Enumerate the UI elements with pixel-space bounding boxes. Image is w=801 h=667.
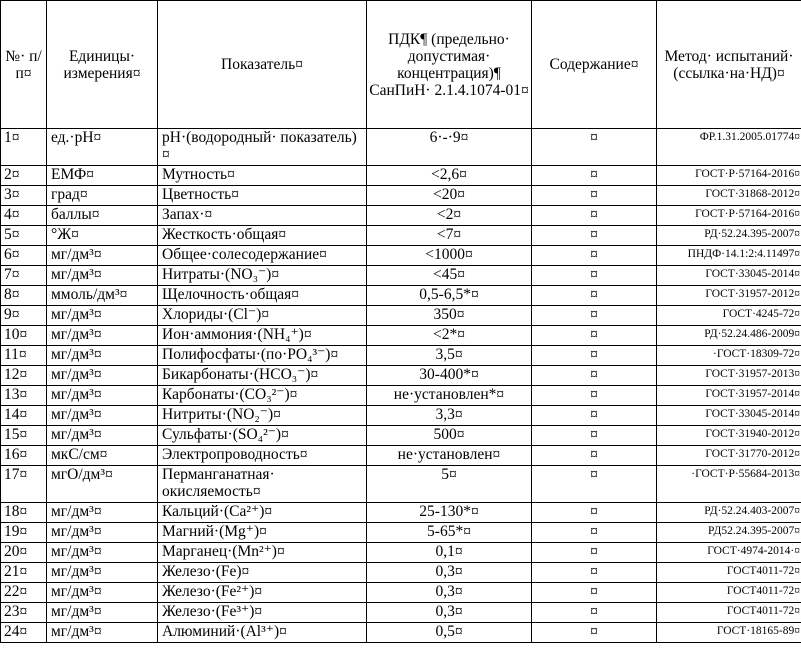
table-row [1, 426, 801, 446]
row-number: 2¤ [1, 166, 47, 186]
row-method: ПНДФ·14.1:2:4.11497¤ [657, 246, 801, 266]
row-norm: <2,6¤ [367, 166, 532, 186]
row-method: ГОСТ·Р·57164-2016¤ [657, 206, 801, 226]
row-norm: 5-65*¤ [367, 523, 532, 543]
row-unit: мгО/дм³¤ [47, 466, 158, 503]
row-indicator: Цветность¤ [158, 186, 367, 206]
table-row [1, 623, 801, 643]
row-content: ¤ [532, 623, 657, 643]
row-indicator: Карбонаты·(CO₃²⁻)¤ [158, 386, 367, 406]
table-row [1, 226, 801, 246]
row-number: 17¤ [1, 466, 47, 503]
row-unit: град¤ [47, 186, 158, 206]
row-norm: 0,3¤ [367, 583, 532, 603]
row-norm: 0,3¤ [367, 563, 532, 583]
row-number: 16¤ [1, 446, 47, 466]
row-indicator: Хлориды·(Cl⁻)¤ [158, 306, 367, 326]
row-method: ГОСТ·31957-2013¤ [657, 366, 801, 386]
row-norm: 500¤ [367, 426, 532, 446]
table-row [1, 503, 801, 523]
row-number: 6¤ [1, 246, 47, 266]
row-content: ¤ [532, 543, 657, 563]
row-method: ГОСТ4011-72¤ [657, 563, 801, 583]
row-content: ¤ [532, 186, 657, 206]
row-content: ¤ [532, 306, 657, 326]
row-number: 3¤ [1, 186, 47, 206]
row-norm: не·установлен*¤ [367, 386, 532, 406]
row-number: 22¤ [1, 583, 47, 603]
row-indicator: Электропроводность¤ [158, 446, 367, 466]
row-norm: <2*¤ [367, 326, 532, 346]
row-content: ¤ [532, 206, 657, 226]
row-content: ¤ [532, 266, 657, 286]
row-norm: 3,5¤ [367, 346, 532, 366]
header-indicator: Показатель¤ [158, 1, 367, 129]
row-number: 13¤ [1, 386, 47, 406]
row-method: ГОСТ·4245-72¤ [657, 306, 801, 326]
row-unit: °Ж¤ [47, 226, 158, 246]
row-method: ГОСТ4011-72¤ [657, 603, 801, 623]
row-norm: 30-400*¤ [367, 366, 532, 386]
row-norm: 6·-·9¤ [367, 129, 532, 166]
row-number: 7¤ [1, 266, 47, 286]
row-indicator: Железо·(Fe³⁺)¤ [158, 603, 367, 623]
row-norm: 0,5-6,5*¤ [367, 286, 532, 306]
row-number: 23¤ [1, 603, 47, 623]
row-norm: 5¤ [367, 466, 532, 503]
table-row [1, 446, 801, 466]
table-row [1, 129, 801, 166]
row-indicator: Запах·¤ [158, 206, 367, 226]
row-unit: мг/дм³¤ [47, 366, 158, 386]
row-indicator: Нитраты·(NO₃⁻)¤ [158, 266, 367, 286]
table-row [1, 206, 801, 226]
row-content: ¤ [532, 406, 657, 426]
row-unit: мг/дм³¤ [47, 306, 158, 326]
row-number: 24¤ [1, 623, 47, 643]
row-norm: 3,3¤ [367, 406, 532, 426]
row-content: ¤ [532, 603, 657, 623]
row-content: ¤ [532, 286, 657, 306]
row-number: 10¤ [1, 326, 47, 346]
row-norm: 0,5¤ [367, 623, 532, 643]
table-row [1, 326, 801, 346]
row-indicator: Общее·солесодержание¤ [158, 246, 367, 266]
row-method: ·ГОСТ·Р·55684-2013¤ [657, 466, 801, 503]
row-norm: не·установлен¤ [367, 446, 532, 466]
row-unit: мг/дм³¤ [47, 503, 158, 523]
table-row [1, 523, 801, 543]
row-indicator: Мутность¤ [158, 166, 367, 186]
row-unit: мг/дм³¤ [47, 326, 158, 346]
row-number: 21¤ [1, 563, 47, 583]
row-unit: баллы¤ [47, 206, 158, 226]
row-content: ¤ [532, 523, 657, 543]
table-row [1, 186, 801, 206]
row-unit: мкС/см¤ [47, 446, 158, 466]
row-indicator: Марганец·(Mn²⁺)¤ [158, 543, 367, 563]
row-indicator: Ион·аммония·(NH₄⁺)¤ [158, 326, 367, 346]
row-content: ¤ [532, 226, 657, 246]
row-unit: мг/дм³¤ [47, 346, 158, 366]
table-row [1, 543, 801, 563]
row-norm: <2¤ [367, 206, 532, 226]
row-indicator: pH·(водородный· показатель)¤ [158, 129, 367, 166]
row-method: ·ГОСТ·18309-72¤ [657, 346, 801, 366]
row-unit: ЕМФ¤ [47, 166, 158, 186]
row-number: 12¤ [1, 366, 47, 386]
row-norm: 0,1¤ [367, 543, 532, 563]
row-unit: мг/дм³¤ [47, 563, 158, 583]
row-content: ¤ [532, 166, 657, 186]
header-num: №· п/п¤ [1, 1, 47, 129]
table-row [1, 563, 801, 583]
header-unit: Единицы· измерения¤ [47, 1, 158, 129]
row-method: ГОСТ·18165-89¤ [657, 623, 801, 643]
row-number: 20¤ [1, 543, 47, 563]
row-number: 5¤ [1, 226, 47, 246]
row-norm: 0,3¤ [367, 603, 532, 623]
row-method: РД·52.24.486-2009¤ [657, 326, 801, 346]
table-row [1, 603, 801, 623]
row-content: ¤ [532, 346, 657, 366]
row-content: ¤ [532, 563, 657, 583]
table-row [1, 346, 801, 366]
row-number: 9¤ [1, 306, 47, 326]
row-unit: мг/дм³¤ [47, 426, 158, 446]
row-norm: <20¤ [367, 186, 532, 206]
row-number: 18¤ [1, 503, 47, 523]
table-row [1, 386, 801, 406]
row-unit: мг/дм³¤ [47, 603, 158, 623]
row-norm: 25-130*¤ [367, 503, 532, 523]
row-unit: мг/дм³¤ [47, 523, 158, 543]
row-indicator: Железо·(Fe)¤ [158, 563, 367, 583]
row-method: РД52.24.395-2007¤ [657, 523, 801, 543]
row-norm: <7¤ [367, 226, 532, 246]
row-method: ГОСТ·4974-2014·¤ [657, 543, 801, 563]
table-row [1, 466, 801, 503]
row-content: ¤ [532, 326, 657, 346]
row-unit: мг/дм³¤ [47, 583, 158, 603]
table-row [1, 166, 801, 186]
row-content: ¤ [532, 503, 657, 523]
row-method: ГОСТ·31770-2012¤ [657, 446, 801, 466]
row-method: РД·52.24.403-2007¤ [657, 503, 801, 523]
table-row [1, 583, 801, 603]
row-method: ГОСТ4011-72¤ [657, 583, 801, 603]
row-content: ¤ [532, 366, 657, 386]
row-indicator: Алюминий·(Al³⁺)¤ [158, 623, 367, 643]
row-method: ГОСТ·33045-2014¤ [657, 406, 801, 426]
row-content: ¤ [532, 246, 657, 266]
table-row [1, 246, 801, 266]
row-number: 11¤ [1, 346, 47, 366]
row-content: ¤ [532, 386, 657, 406]
row-number: 4¤ [1, 206, 47, 226]
row-method: РД·52.24.395-2007¤ [657, 226, 801, 246]
row-number: 15¤ [1, 426, 47, 446]
table-row [1, 366, 801, 386]
row-norm: <45¤ [367, 266, 532, 286]
row-unit: мг/дм³¤ [47, 266, 158, 286]
header-row [1, 1, 801, 129]
row-unit: ммоль/дм³¤ [47, 286, 158, 306]
row-unit: ед.·pH¤ [47, 129, 158, 166]
row-method: ГОСТ·31940-2012¤ [657, 426, 801, 446]
row-method: ФР.1.31.2005.01774¤ [657, 129, 801, 166]
row-indicator: Бикарбонаты·(HCO₃⁻)¤ [158, 366, 367, 386]
row-indicator: Жесткость·общая¤ [158, 226, 367, 246]
row-norm: <1000¤ [367, 246, 532, 266]
header-method: Метод· испытаний· (ссылка·на·НД)¤ [657, 1, 801, 129]
row-method: ГОСТ·33045-2014¤ [657, 266, 801, 286]
row-number: 1¤ [1, 129, 47, 166]
row-unit: мг/дм³¤ [47, 406, 158, 426]
row-unit: мг/дм³¤ [47, 246, 158, 266]
row-content: ¤ [532, 129, 657, 166]
row-indicator: Нитриты·(NO₂⁻)¤ [158, 406, 367, 426]
row-unit: мг/дм³¤ [47, 623, 158, 643]
row-method: ГОСТ·31957-2012¤ [657, 286, 801, 306]
row-norm: 350¤ [367, 306, 532, 326]
table-row [1, 266, 801, 286]
row-method: ГОСТ·31868-2012¤ [657, 186, 801, 206]
row-number: 14¤ [1, 406, 47, 426]
table-row [1, 306, 801, 326]
header-content: Содержание¤ [532, 1, 657, 129]
row-indicator: Полифосфаты·(по·PO₄³⁻)¤ [158, 346, 367, 366]
row-method: ГОСТ·Р·57164-2016¤ [657, 166, 801, 186]
row-indicator: Магний·(Mg⁺)¤ [158, 523, 367, 543]
row-unit: мг/дм³¤ [47, 386, 158, 406]
row-indicator: Щелочность·общая¤ [158, 286, 367, 306]
row-indicator: Перманганатная· окисляемость¤ [158, 466, 367, 503]
table-row [1, 406, 801, 426]
row-content: ¤ [532, 466, 657, 503]
row-unit: мг/дм³¤ [47, 543, 158, 563]
row-indicator: Железо·(Fe²⁺)¤ [158, 583, 367, 603]
row-number: 19¤ [1, 523, 47, 543]
row-content: ¤ [532, 583, 657, 603]
table-row [1, 286, 801, 306]
table-body [1, 129, 801, 643]
row-content: ¤ [532, 446, 657, 466]
row-content: ¤ [532, 426, 657, 446]
row-indicator: Сульфаты·(SO₄²⁻)¤ [158, 426, 367, 446]
row-indicator: Кальций·(Ca²⁺)¤ [158, 503, 367, 523]
row-number: 8¤ [1, 286, 47, 306]
header-norm: ПДК¶ (предельно· допустимая· концентрация)¶ СанПиН· 2.1.4.1074-01¤ [367, 1, 532, 129]
row-method: ГОСТ·31957-2014¤ [657, 386, 801, 406]
